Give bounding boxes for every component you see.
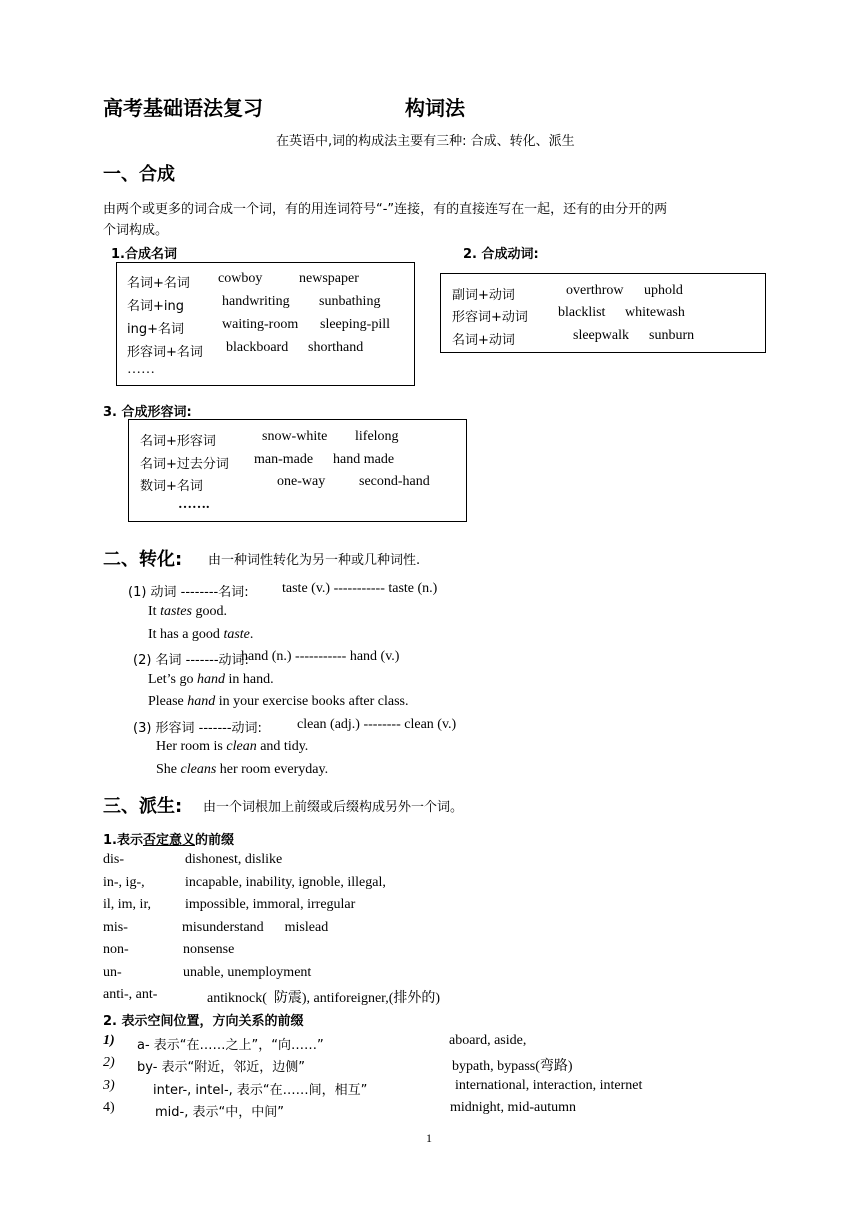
page-number: 1 <box>426 1131 432 1145</box>
prefix-row <box>103 875 386 891</box>
prefix-row <box>103 1078 643 1098</box>
pattern-label: 数词+名词 <box>140 479 203 494</box>
negative-prefix-heading: 1.表示否定意义的前缀 <box>103 833 235 848</box>
example-word: sunbathing <box>319 294 381 309</box>
pattern-label: 形容词+动词 <box>452 310 528 325</box>
pattern-label: 名词+动词 <box>452 333 515 348</box>
pattern-label: 形容词+名词 <box>127 345 203 360</box>
item-number: 3) <box>103 1078 115 1093</box>
prefix: anti-, ant- <box>103 987 158 1002</box>
prefix-examples: misunderstand mislead <box>182 920 329 935</box>
prefix-row <box>103 920 329 936</box>
example-word: handwriting <box>222 294 290 309</box>
prefix: mis- <box>103 920 128 935</box>
example-word: sleepwalk <box>573 328 629 343</box>
pattern-label: 名词+形容词 <box>140 434 216 449</box>
prefix-meaning: inter-, intel-, 表示“在……间，相互” <box>153 1083 368 1098</box>
item-number: 4) <box>103 1100 115 1115</box>
example-word: sleeping-pill <box>320 317 390 332</box>
prefix-meaning: by- 表示“附近，邻近，边侧” <box>137 1060 306 1075</box>
prefix-row <box>103 852 283 868</box>
item-number: 1) <box>103 1033 115 1048</box>
prefix-examples: aboard, aside, <box>449 1033 527 1048</box>
spatial-prefix-heading: 2. 表示空间位置，方向关系的前缀 <box>103 1014 304 1029</box>
prefix: il, im, ir, <box>103 897 152 912</box>
example-word: blackboard <box>226 340 289 355</box>
conversion-example: hand (n.) ----------- hand (v.) <box>241 649 400 664</box>
prefix-examples: nonsense <box>183 942 235 957</box>
item-number: 2) <box>103 1055 115 1070</box>
subtitle: 在英语中,词的构成法主要有三种: 合成、转化、派生 <box>276 134 575 149</box>
example-word: snow-white <box>262 429 328 444</box>
pattern-label: 名词+ing <box>127 299 184 314</box>
section1-heading: 一、合成 <box>103 164 175 185</box>
example-word: newspaper <box>299 271 359 286</box>
section2-heading: 二、转化: <box>103 549 183 570</box>
example-word: hand made <box>333 452 395 467</box>
prefix-examples: international, interaction, internet <box>455 1078 643 1093</box>
example-sentence: Please hand in your exercise books after class. <box>148 694 409 709</box>
conversion-item-3-head <box>133 717 457 737</box>
example-sentence: It has a good taste. <box>148 627 254 642</box>
example-word: sunburn <box>649 328 695 343</box>
example-word: man-made <box>254 452 314 467</box>
compound-adjectives-heading: 3. 合成形容词: <box>103 405 192 420</box>
prefix-row <box>103 1055 573 1075</box>
prefix-examples: antiknock( 防震), antiforeigner,(排外的) <box>207 991 441 1006</box>
prefix-examples: bypath, bypass(弯路) <box>452 1059 573 1074</box>
prefix-examples: dishonest, dislike <box>185 852 283 867</box>
pattern-label: 名词+过去分词 <box>140 457 229 472</box>
prefix: un- <box>103 965 122 980</box>
title-left: 高考基础语法复习 <box>103 96 263 120</box>
prefix-row <box>103 1033 527 1053</box>
prefix-row <box>103 965 312 981</box>
example-word: blacklist <box>558 305 606 320</box>
example-word: overthrow <box>566 283 624 298</box>
example-word: uphold <box>644 283 683 298</box>
prefix: in-, ig-, <box>103 875 145 890</box>
section3-heading: 三、派生: <box>103 796 183 817</box>
pattern-label: 名词+名词 <box>127 276 190 291</box>
section3-desc: 由一个词根加上前缀或后缀构成另外一个词。 <box>203 800 464 815</box>
conversion-item-2-head <box>133 649 400 669</box>
section2-desc: 由一种词性转化为另一种或几种词性. <box>208 553 421 568</box>
example-word: cowboy <box>218 271 263 286</box>
example-word: whitewash <box>625 305 685 320</box>
prefix-row <box>103 987 441 1006</box>
compound-nouns-box <box>116 262 415 386</box>
conversion-example: taste (v.) ----------- taste (n.) <box>282 581 438 596</box>
compound-nouns-heading: 1.合成名词 <box>111 247 177 262</box>
conversion-rule: (3) 形容词 -------动词: <box>133 721 262 736</box>
example-sentence: It tastes good. <box>148 604 227 619</box>
prefix-row <box>103 942 235 958</box>
section1-intro-line1: 由两个或更多的词合成一个词，有的用连词符号“-”连接，有的直接连写在一起，还有的由分开的两 <box>103 202 668 217</box>
conversion-rule: (2) 名词 -------动词: <box>133 653 249 668</box>
ellipsis: …… <box>127 362 155 377</box>
conversion-example: clean (adj.) -------- clean (v.) <box>297 717 457 732</box>
example-sentence: Her room is clean and tidy. <box>156 739 309 754</box>
example-word: waiting-room <box>222 317 299 332</box>
prefix-meaning: mid-, 表示“中，中间” <box>155 1105 284 1120</box>
prefix-meaning: a- 表示“在……之上”，“向……” <box>137 1038 324 1053</box>
compound-verbs-box <box>440 273 766 353</box>
prefix-examples: incapable, inability, ignoble, illegal, <box>185 875 386 890</box>
example-word: shorthand <box>308 340 364 355</box>
prefix-examples: impossible, immoral, irregular <box>185 897 356 912</box>
prefix: dis- <box>103 852 124 867</box>
prefix: non- <box>103 942 129 957</box>
ellipsis: ……. <box>178 497 210 512</box>
prefix-row <box>103 1100 576 1120</box>
example-word: one-way <box>277 474 326 489</box>
title-right: 构词法 <box>405 96 465 120</box>
conversion-rule: (1) 动词 --------名词: <box>128 585 249 600</box>
pattern-label: ing+名词 <box>127 322 184 337</box>
pattern-label: 副词+动词 <box>452 288 515 303</box>
compound-adjectives-box <box>128 419 467 522</box>
section1-intro-line2: 个词构成。 <box>103 223 169 238</box>
conversion-item-1-head <box>128 581 438 601</box>
prefix-row <box>103 897 356 913</box>
example-word: lifelong <box>355 429 399 444</box>
prefix-examples: midnight, mid-autumn <box>450 1100 576 1115</box>
prefix-examples: unable, unemployment <box>183 965 312 980</box>
compound-verbs-heading: 2. 合成动词: <box>463 247 539 262</box>
example-sentence: Let’s go hand in hand. <box>148 672 274 687</box>
example-word: second-hand <box>359 474 430 489</box>
example-sentence: She cleans her room everyday. <box>156 762 329 777</box>
